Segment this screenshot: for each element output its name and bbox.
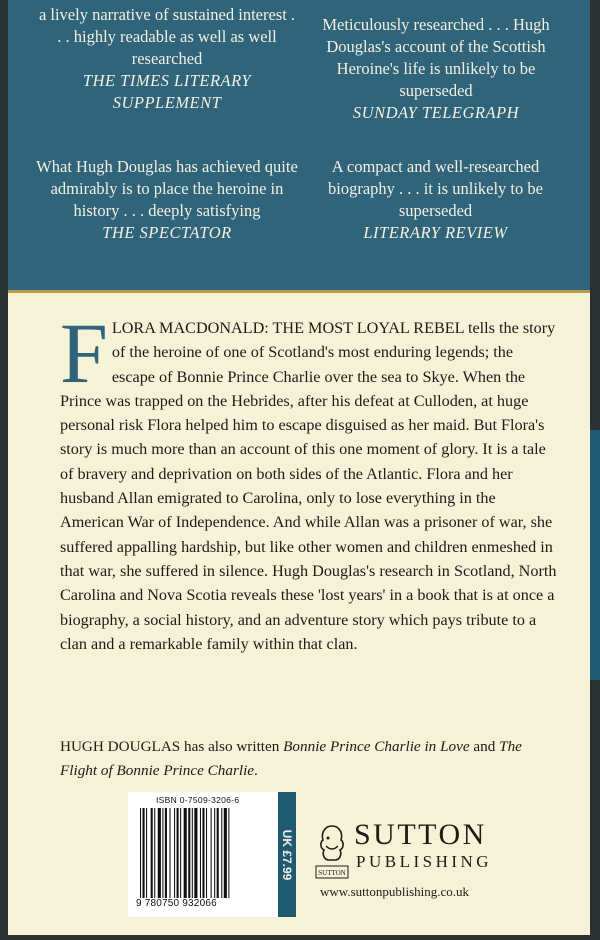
publisher-name-line1: SUTTON: [354, 818, 487, 851]
review-quote-4: [313, 156, 558, 244]
quote-source: THE TIMES LITERARY SUPPLEMENT: [82, 71, 252, 112]
quote-source: LITERARY REVIEW: [363, 223, 508, 242]
drop-cap: F: [60, 305, 108, 401]
price-label: UK £7.99: [280, 829, 294, 880]
quote-text: Meticulously researched . . . Hugh Douglas's account of the Scottish Heroine's life is unlikely to be superseded: [322, 15, 550, 100]
back-cover: [8, 0, 590, 935]
isbn-label: ISBN 0-7509-3206-6: [156, 795, 240, 805]
blurb-text: LORA MACDONALD: THE MOST LOYAL REBEL tells the story of the heroine of one of Scotland's most enduring legends; the escape of Bonnie Prince Charlie over the sea to Skye. When the Prince was trapped on the Hebrides, after his defeat at Culloden, at huge personal risk Flora helped him to escape disguised as her maid. But Flora's story is much more than an account of this one moment of glory. It is a tale of bravery and deprivation on both sides of the Atlantic. Flora and her husband Allan emigrated to Carolina, only to lose everything in the American War of Independence. And while Allan was a prisoner of war, she suffered appalling hardship, but like other women and children enmeshed in that war, she suffered in silence. Hugh Douglas's research in Scotland, North Carolina and Nova Scotia reveals these 'lost years' in a book that is at once a biography, a social history, and an adventure story which pays tribute to a clan and a remarkable family within that clan.: [60, 319, 557, 653]
barcode-digits: 9 780750 932066: [136, 898, 217, 909]
quote-text: a lively narrative of sustained interest . . . highly readable as well as well researched: [38, 5, 296, 68]
quote-source: SUNDAY TELEGRAPH: [352, 103, 520, 122]
gold-divider: [8, 290, 590, 293]
review-quote-3: [36, 156, 298, 244]
also-prefix: HUGH DOUGLAS has also written: [60, 738, 284, 755]
sutton-logo-icon: [314, 822, 350, 882]
quote-source: THE SPECTATOR: [102, 223, 232, 242]
quote-text: What Hugh Douglas has achieved quite admirably is to place the heroine in history . . . deeply satisfying: [36, 157, 298, 220]
also-title-1: Bonnie Prince Charlie in Love: [283, 738, 470, 755]
barcode-panel: [128, 792, 278, 917]
also-written-note: [60, 735, 540, 783]
review-quote-2: [300, 14, 572, 124]
publisher-name-line2: PUBLISHING: [356, 852, 493, 871]
book-blurb: [60, 305, 560, 656]
publisher-url: www.suttonpublishing.co.uk: [320, 884, 470, 899]
also-title-2: The Flight of Bonnie Prince Charlie: [60, 738, 522, 779]
also-joiner: and: [469, 738, 500, 755]
spine-edge: [590, 430, 600, 680]
review-panel: [8, 0, 590, 290]
review-quote-1: [38, 4, 296, 114]
price-strip: [278, 792, 296, 917]
also-suffix: .: [254, 762, 258, 779]
quote-text: A compact and well-researched biography . . . it is unlikely to be superseded: [328, 157, 543, 220]
logo-text: SUTTON: [318, 869, 346, 877]
barcode-bars: [140, 808, 266, 898]
